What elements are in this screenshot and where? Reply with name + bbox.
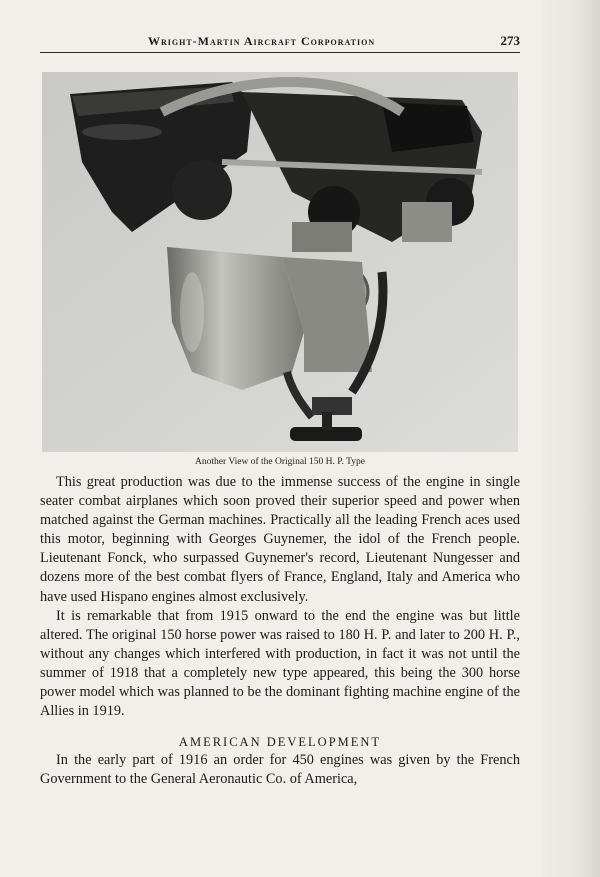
figure-caption: Another View of the Original 150 H. P. Type [195,457,365,467]
engine-photograph [42,72,518,452]
header-title: Wright-Martin Aircraft Corporation [148,34,376,48]
engine-photo-icon [42,72,518,452]
running-header [40,30,520,53]
body-text [40,473,520,789]
paragraph: It is remarkable that from 1915 onward to the end the engine was but little altered. The original 150 horse power was raised to 180 H. P. and later to 200 H. P., without any changes which interfered with production, in fact it was not until the summer of 1918 that a completely new type appeared, this being the 300 horse power model which was planned to be the dominant fighting machine engine of the Allies in 1919. [40,607,520,720]
paragraph: This great production was due to the immense success of the engine in single seater combat airplanes which soon proved their superior speed and power when matched against the German machines. Practically all the leading French aces used this motor, beginning with Georges Guynemer, the idol of the French people. Lieutenant Fonck, who surpassed Guynemer's record, Lieutenant Nungesser and dozens more of the best combat flyers of France, England, Italy and America who have used Hispano engines almost exclusively. [40,474,520,605]
page-edge [542,0,600,877]
section-heading: AMERICAN DEVELOPMENT [178,735,382,750]
paragraph: In the early part of 1916 an order for 450 engines was given by the French Government to the General Aeronautic Co. of America, [40,752,520,788]
page-number: 273 [500,33,520,48]
